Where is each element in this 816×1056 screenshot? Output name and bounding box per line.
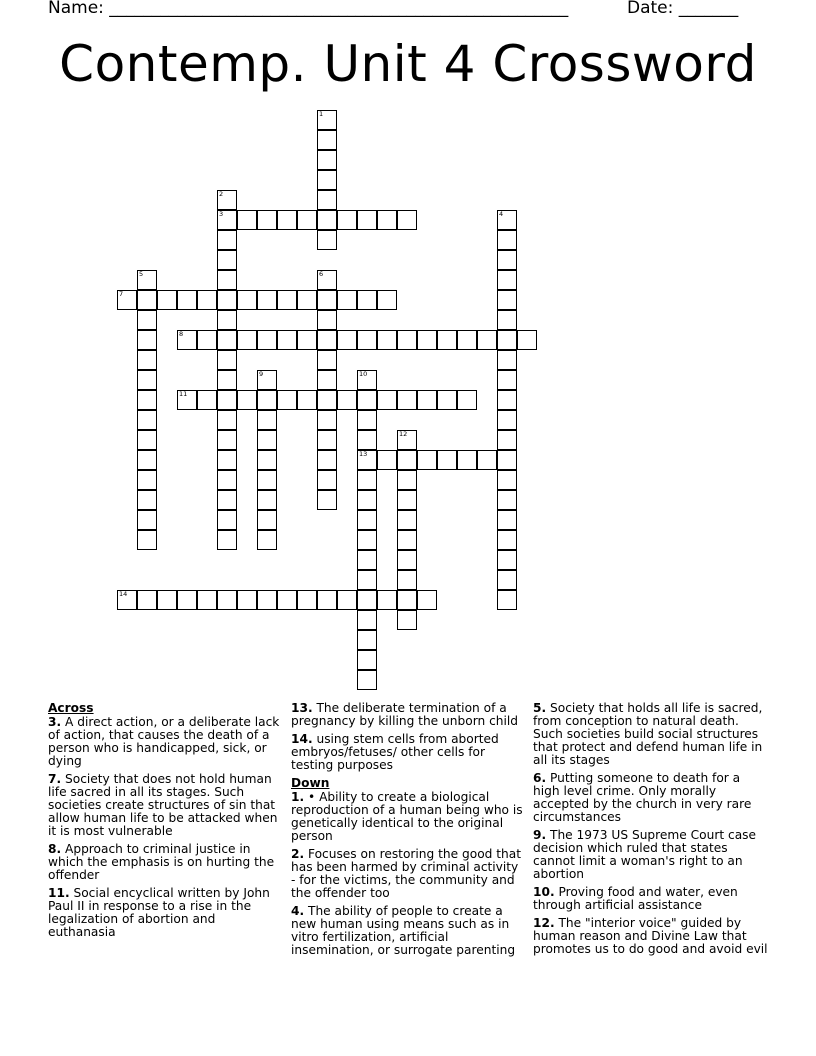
crossword-cell[interactable] — [397, 510, 417, 530]
crossword-cell[interactable] — [357, 450, 377, 470]
crossword-cell[interactable] — [137, 330, 157, 350]
crossword-cell[interactable] — [217, 330, 237, 350]
crossword-cell[interactable] — [217, 230, 237, 250]
clues-column-3 — [533, 702, 769, 961]
crossword-cell[interactable] — [137, 510, 157, 530]
crossword-cell[interactable] — [317, 410, 337, 430]
crossword-cell[interactable] — [257, 330, 277, 350]
clue-text: using stem cells from aborted embryos/fetuses/ other cells for testing purposes — [291, 732, 499, 772]
crossword-cell[interactable] — [317, 590, 337, 610]
crossword-cell[interactable] — [437, 450, 457, 470]
crossword-cell[interactable] — [177, 290, 197, 310]
crossword-cell[interactable] — [357, 590, 377, 610]
cell-number: 10 — [359, 370, 368, 378]
crossword-cell[interactable] — [337, 590, 357, 610]
crossword-cell[interactable] — [497, 250, 517, 270]
crossword-cell[interactable] — [497, 530, 517, 550]
crossword-cell[interactable] — [317, 350, 337, 370]
crossword-cell[interactable] — [277, 290, 297, 310]
crossword-cell[interactable] — [217, 210, 237, 230]
clue-number: 12. — [533, 916, 555, 930]
crossword-cell[interactable] — [497, 430, 517, 450]
clue-number: 8. — [48, 842, 62, 856]
crossword-cell[interactable] — [217, 410, 237, 430]
crossword-cell[interactable] — [377, 210, 397, 230]
page-title: Contemp. Unit 4 Crossword — [59, 35, 757, 93]
clue-number: 10. — [533, 885, 555, 899]
crossword-cell[interactable] — [397, 210, 417, 230]
crossword-cell[interactable] — [477, 450, 497, 470]
crossword-cell[interactable] — [497, 550, 517, 570]
crossword-cell[interactable] — [397, 530, 417, 550]
crossword-cell[interactable] — [317, 170, 337, 190]
crossword-cell[interactable] — [197, 390, 217, 410]
crossword-cell[interactable] — [277, 390, 297, 410]
crossword-cell[interactable] — [497, 350, 517, 370]
cell-number: 11 — [179, 390, 188, 398]
crossword-cell[interactable] — [217, 510, 237, 530]
cell-number: 5 — [139, 270, 144, 278]
crossword-cell[interactable] — [497, 290, 517, 310]
crossword-cell[interactable] — [177, 390, 197, 410]
crossword-cell[interactable] — [457, 330, 477, 350]
across-clue-11 — [48, 887, 280, 939]
crossword-cell[interactable] — [397, 550, 417, 570]
clue-text: Approach to criminal justice in which the emphasis is on hurting the offender — [48, 842, 275, 882]
crossword-cell[interactable] — [497, 490, 517, 510]
clue-text: Putting someone to death for a high level crime. Only morally accepted by the church in very rare circumstances — [533, 771, 752, 824]
crossword-cell[interactable] — [137, 310, 157, 330]
crossword-cell[interactable] — [397, 610, 417, 630]
crossword-cell[interactable] — [417, 390, 437, 410]
crossword-cell[interactable] — [217, 370, 237, 390]
crossword-cell[interactable] — [497, 230, 517, 250]
down-clue-2 — [291, 848, 523, 900]
crossword-cell[interactable] — [157, 590, 177, 610]
clues-column-1 — [48, 702, 280, 944]
clue-number: 3. — [48, 715, 62, 729]
clue-number: 7. — [48, 772, 62, 786]
clue-text: Society that does not hold human life sacred in all its stages. Such societies create structures of sin that allow human life to be attacked when it is most vulnerable — [48, 772, 278, 838]
crossword-cell[interactable] — [497, 410, 517, 430]
crossword-cell[interactable] — [237, 330, 257, 350]
crossword-cell[interactable] — [497, 390, 517, 410]
across-clue-3 — [48, 716, 280, 768]
across-heading: Across — [48, 701, 94, 715]
crossword-cell[interactable] — [257, 290, 277, 310]
crossword-cell[interactable] — [257, 410, 277, 430]
crossword-cell[interactable] — [217, 250, 237, 270]
crossword-cell[interactable] — [317, 150, 337, 170]
crossword-cell[interactable] — [397, 390, 417, 410]
cell-number: 14 — [119, 590, 128, 598]
crossword-cell[interactable] — [217, 350, 237, 370]
crossword-cell[interactable] — [137, 470, 157, 490]
crossword-cell[interactable] — [197, 330, 217, 350]
cell-number: 13 — [359, 450, 368, 458]
crossword-cell[interactable] — [257, 430, 277, 450]
clue-number: 11. — [48, 886, 70, 900]
crossword-cell[interactable] — [357, 390, 377, 410]
crossword-cell[interactable] — [377, 290, 397, 310]
crossword-cell[interactable] — [237, 210, 257, 230]
cell-number: 7 — [119, 290, 124, 298]
crossword-cell[interactable] — [357, 330, 377, 350]
crossword-cell[interactable] — [397, 470, 417, 490]
crossword-cell[interactable] — [137, 370, 157, 390]
crossword-cell[interactable] — [497, 510, 517, 530]
clue-text: The "interior voice" guided by human reason and Divine Law that promotes us to do good and avoid evil — [533, 916, 768, 956]
crossword-cell[interactable] — [137, 490, 157, 510]
crossword-cell[interactable] — [317, 470, 337, 490]
crossword-cell[interactable] — [117, 590, 137, 610]
crossword-cell[interactable] — [317, 390, 337, 410]
crossword-cell[interactable] — [397, 430, 417, 450]
crossword-cell[interactable] — [417, 590, 437, 610]
crossword-cell[interactable] — [297, 330, 317, 350]
crossword-cell[interactable] — [317, 310, 337, 330]
crossword-cell[interactable] — [237, 590, 257, 610]
crossword-cell[interactable] — [317, 330, 337, 350]
crossword-cell[interactable] — [257, 490, 277, 510]
crossword-cell[interactable] — [357, 210, 377, 230]
crossword-cell[interactable] — [377, 590, 397, 610]
cell-number: 9 — [259, 370, 264, 378]
crossword-cell[interactable] — [137, 450, 157, 470]
crossword-cell[interactable] — [317, 190, 337, 210]
crossword-cell[interactable] — [417, 450, 437, 470]
crossword-cell[interactable] — [217, 290, 237, 310]
crossword-cell[interactable] — [357, 410, 377, 430]
down-clue-12 — [533, 917, 769, 956]
crossword-cell[interactable] — [357, 550, 377, 570]
across-clue-14 — [291, 733, 523, 772]
crossword-cell[interactable] — [137, 590, 157, 610]
crossword-cell[interactable] — [217, 450, 237, 470]
cell-number: 1 — [319, 110, 324, 118]
crossword-cell[interactable] — [437, 390, 457, 410]
crossword-cell[interactable] — [257, 450, 277, 470]
crossword-cell[interactable] — [437, 330, 457, 350]
crossword-cell[interactable] — [497, 330, 517, 350]
clue-text: Society that holds all life is sacred, from conception to natural death. Such societies build social structures that protect and defend human life in all its stages — [533, 701, 763, 767]
crossword-cell[interactable] — [177, 330, 197, 350]
crossword-cell[interactable] — [357, 610, 377, 630]
across-clue-13 — [291, 702, 523, 728]
crossword-cell[interactable] — [477, 330, 497, 350]
crossword-cell[interactable] — [197, 590, 217, 610]
down-clue-9 — [533, 829, 769, 881]
crossword-cell[interactable] — [357, 510, 377, 530]
crossword-cell[interactable] — [257, 370, 277, 390]
down-clue-4 — [291, 905, 523, 957]
crossword-cell[interactable] — [497, 370, 517, 390]
crossword-cell[interactable] — [217, 270, 237, 290]
crossword-cell[interactable] — [337, 390, 357, 410]
crossword-cell[interactable] — [377, 330, 397, 350]
cell-number: 12 — [399, 430, 408, 438]
crossword-cell[interactable] — [317, 290, 337, 310]
clue-text: Social encyclical written by John Paul II in response to a rise in the legalization of abortion and euthanasia — [48, 886, 270, 939]
crossword-cell[interactable] — [357, 650, 377, 670]
crossword-cell[interactable] — [317, 450, 337, 470]
crossword-cell[interactable] — [217, 490, 237, 510]
crossword-cell[interactable] — [297, 290, 317, 310]
crossword-cell[interactable] — [257, 470, 277, 490]
clue-number: 2. — [291, 847, 305, 861]
date-field-label: Date: _______ — [627, 0, 739, 18]
across-clue-8 — [48, 843, 280, 882]
crossword-cell[interactable] — [317, 230, 337, 250]
crossword-cell[interactable] — [257, 210, 277, 230]
crossword-cell[interactable] — [497, 590, 517, 610]
down-clue-5 — [533, 702, 769, 767]
crossword-cell[interactable] — [337, 330, 357, 350]
crossword-cell[interactable] — [457, 450, 477, 470]
crossword-cell[interactable] — [317, 110, 337, 130]
crossword-cell[interactable] — [497, 470, 517, 490]
crossword-cell[interactable] — [257, 390, 277, 410]
crossword-cell[interactable] — [357, 670, 377, 690]
crossword-cell[interactable] — [137, 290, 157, 310]
crossword-cell[interactable] — [217, 310, 237, 330]
crossword-cell[interactable] — [317, 210, 337, 230]
crossword-cell[interactable] — [197, 290, 217, 310]
crossword-cell[interactable] — [277, 590, 297, 610]
crossword-cell[interactable] — [117, 290, 137, 310]
clue-number: 14. — [291, 732, 313, 746]
clue-text: • Ability to create a biological reproduction of a human being who is genetically identical to the original person — [291, 790, 523, 843]
crossword-cell[interactable] — [317, 130, 337, 150]
cell-number: 3 — [219, 210, 224, 218]
clue-text: The deliberate termination of a pregnancy by killing the unborn child — [291, 701, 519, 728]
cell-number: 8 — [179, 330, 184, 338]
clue-number: 5. — [533, 701, 547, 715]
cell-number: 4 — [499, 210, 504, 218]
crossword-cell[interactable] — [357, 490, 377, 510]
clue-number: 6. — [533, 771, 547, 785]
crossword-cell[interactable] — [217, 590, 237, 610]
name-field-label: Name: ______________________________________________________ — [48, 0, 569, 18]
crossword-cell[interactable] — [497, 210, 517, 230]
crossword-cell[interactable] — [397, 450, 417, 470]
clue-number: 1. — [291, 790, 305, 804]
clue-number: 4. — [291, 904, 305, 918]
crossword-cell[interactable] — [397, 570, 417, 590]
clue-text: The ability of people to create a new human using means such as in vitro fertilization, artificial insemination, or surrogate parenting — [291, 904, 516, 957]
crossword-cell[interactable] — [217, 530, 237, 550]
crossword-cell[interactable] — [377, 450, 397, 470]
crossword-cell[interactable] — [157, 290, 177, 310]
crossword-cell[interactable] — [237, 290, 257, 310]
clue-text: A direct action, or a deliberate lack of action, that causes the death of a person who is handicapped, sick, or dying — [48, 715, 280, 768]
crossword-cell[interactable] — [397, 330, 417, 350]
cell-number: 2 — [219, 190, 224, 198]
crossword-cell[interactable] — [237, 390, 257, 410]
crossword-cell[interactable] — [217, 190, 237, 210]
crossword-cell[interactable] — [417, 330, 437, 350]
crossword-cell[interactable] — [397, 590, 417, 610]
crossword-cell[interactable] — [137, 430, 157, 450]
clue-text: Proving food and water, even through artificial assistance — [533, 885, 738, 912]
crossword-cell[interactable] — [277, 210, 297, 230]
crossword-cell[interactable] — [137, 270, 157, 290]
crossword-cell[interactable] — [497, 570, 517, 590]
crossword-cell[interactable] — [257, 590, 277, 610]
clue-number: 9. — [533, 828, 547, 842]
clue-text: The 1973 US Supreme Court case decision which ruled that states cannot limit a woman's right to an abortion — [533, 828, 757, 881]
crossword-cell[interactable] — [317, 270, 337, 290]
crossword-cell[interactable] — [217, 390, 237, 410]
crossword-cell[interactable] — [297, 590, 317, 610]
crossword-cell[interactable] — [357, 290, 377, 310]
crossword-cell[interactable] — [137, 530, 157, 550]
crossword-cell[interactable] — [497, 270, 517, 290]
clue-text: Focuses on restoring the good that has been harmed by criminal activity - for the victims, the community and the offender too — [291, 847, 522, 900]
crossword-cell[interactable] — [297, 210, 317, 230]
down-clue-10 — [533, 886, 769, 912]
crossword-cell[interactable] — [337, 290, 357, 310]
crossword-cell[interactable] — [137, 350, 157, 370]
crossword-cell[interactable] — [277, 330, 297, 350]
crossword-cell[interactable] — [457, 390, 477, 410]
cell-number: 6 — [319, 270, 324, 278]
crossword-cell[interactable] — [377, 390, 397, 410]
across-clue-7 — [48, 773, 280, 838]
crossword-cell[interactable] — [357, 430, 377, 450]
down-clue-1 — [291, 791, 523, 843]
crossword-cell[interactable] — [337, 210, 357, 230]
crossword-cell[interactable] — [137, 390, 157, 410]
crossword-cell[interactable] — [217, 430, 237, 450]
crossword-cell[interactable] — [497, 310, 517, 330]
crossword-cell[interactable] — [317, 490, 337, 510]
crossword-cell[interactable] — [317, 430, 337, 450]
down-heading: Down — [291, 776, 330, 790]
crossword-cell[interactable] — [297, 390, 317, 410]
crossword-cell[interactable] — [257, 510, 277, 530]
crossword-cell[interactable] — [357, 470, 377, 490]
crossword-cell[interactable] — [357, 370, 377, 390]
crossword-cell[interactable] — [357, 630, 377, 650]
crossword-cell[interactable] — [177, 590, 197, 610]
crossword-cell[interactable] — [317, 370, 337, 390]
crossword-cell[interactable] — [397, 490, 417, 510]
crossword-cell[interactable] — [357, 570, 377, 590]
clues-column-2 — [291, 702, 523, 962]
crossword-cell[interactable] — [137, 410, 157, 430]
crossword-cell[interactable] — [257, 530, 277, 550]
crossword-cell[interactable] — [517, 330, 537, 350]
clue-number: 13. — [291, 701, 313, 715]
crossword-cell[interactable] — [357, 530, 377, 550]
crossword-cell[interactable] — [217, 470, 237, 490]
down-clue-6 — [533, 772, 769, 824]
crossword-cell[interactable] — [497, 450, 517, 470]
